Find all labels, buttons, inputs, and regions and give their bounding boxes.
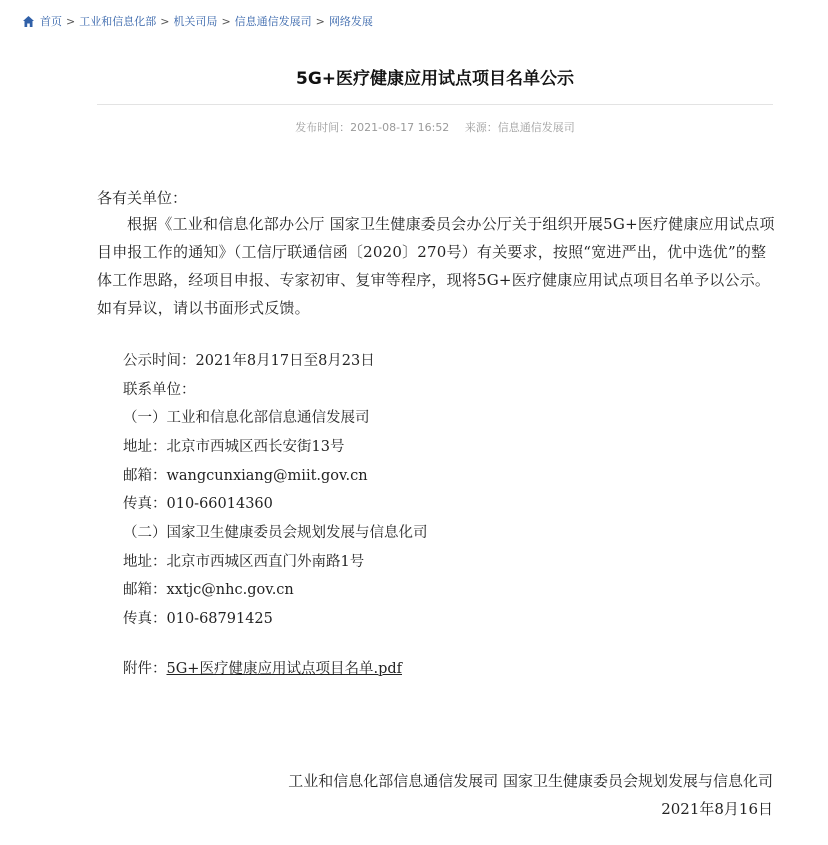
main-paragraph: 根据《工业和信息化部办公厅 国家卫生健康委员会办公厅关于组织开展5G+医疗健康应用试点项目申报工作的通知》（工信厅联通信函〔2020〕270号）有关要求，按照“宽进严出，优中选优”的整体工作思路，经项目申报、专家初审、复审等程序，现将5G+医疗健康应用试点项目名单予以公示。如有异议，请以书面形式反馈。 [97, 215, 775, 317]
attachment-label: 附件： [123, 661, 167, 677]
breadcrumb-ict-dept[interactable]: 信息通信发展司 [234, 15, 312, 28]
contact-org-2: （二）国家卫生健康委员会规划发展与信息化司 [123, 525, 428, 541]
notice-period: 公示时间：2021年8月17日至8月23日 [123, 353, 375, 369]
breadcrumb-separator: > [160, 14, 170, 28]
breadcrumb [22, 12, 373, 30]
salutation: 各有关单位： [97, 189, 188, 207]
signature: 工业和信息化部信息通信发展司 国家卫生健康委员会规划发展与信息化司 [288, 772, 773, 790]
contact-email-2: 邮箱：xxtjc@nhc.gov.cn [123, 582, 294, 598]
page-title: 5G+医疗健康应用试点项目名单公示 [295, 69, 575, 89]
breadcrumb-network-dev[interactable]: 网络发展 [328, 15, 373, 28]
breadcrumb-miit[interactable]: 工业和信息化部 [79, 15, 157, 28]
article-source: 来源：信息通信发展司 [464, 121, 575, 134]
breadcrumb-home[interactable]: 首页 [40, 15, 62, 28]
breadcrumb-departments[interactable]: 机关司局 [173, 15, 218, 28]
contact-address-1: 地址：北京市西城区西长安街13号 [123, 439, 345, 455]
attachment-link[interactable]: 5G+医疗健康应用试点项目名单.pdf [166, 661, 402, 677]
contact-org-1: （一）工业和信息化部信息通信发展司 [123, 410, 370, 426]
signature-date: 2021年8月16日 [661, 800, 773, 818]
contact-fax-2: 传真：010-68791425 [123, 611, 273, 627]
home-icon[interactable] [22, 15, 35, 28]
publish-time: 发布时间：2021-08-17 16:52 [295, 121, 450, 134]
contact-address-2: 地址：北京市西城区西直门外南路1号 [123, 554, 365, 570]
breadcrumb-separator: > [66, 14, 76, 28]
contact-fax-1: 传真：010-66014360 [123, 496, 273, 512]
title-divider [97, 104, 773, 105]
attachment [123, 657, 402, 678]
contact-email-1: 邮箱：wangcunxiang@miit.gov.cn [123, 468, 368, 484]
article-meta [97, 119, 773, 135]
breadcrumb-separator: > [221, 14, 231, 28]
breadcrumb-separator: > [315, 14, 325, 28]
contact-heading: 联系单位： [123, 382, 196, 398]
